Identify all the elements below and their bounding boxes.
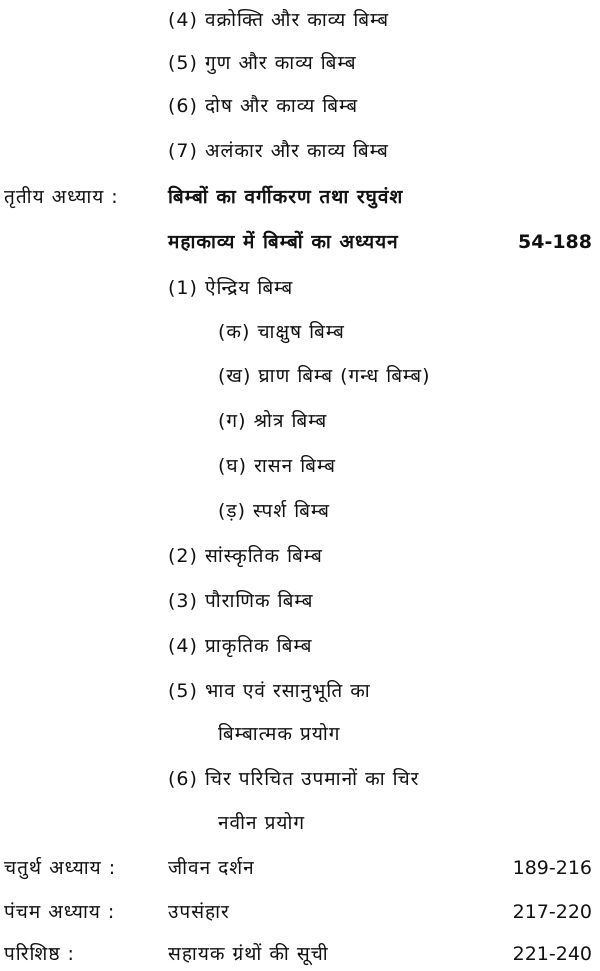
item-text: गुण और काव्य बिम्ब [204,52,357,74]
toc-item [168,6,389,34]
toc-item [168,587,313,615]
item-number: (7) [168,140,198,162]
chapter-title: जीवन दर्शन [168,857,255,879]
item-number: (ख) [218,365,252,387]
toc-item-continuation: बिम्बात्मक प्रयोग [218,723,341,745]
item-text: ऐन्द्रिय बिम्ब [204,277,294,299]
toc-item [168,92,358,120]
item-text: अलंकार और काव्य बिम्ब [204,140,389,162]
chapter-pages: 217-220 [512,901,592,923]
toc-subitem [218,407,327,435]
appendix-title: सहायक ग्रंथों की सूची [168,943,329,965]
toc-item [168,49,357,77]
chapter-title: उपसंहार [168,901,230,923]
toc-item [168,137,389,165]
item-text: स्पर्श बिम्ब [253,500,330,522]
chapter-title-line2: महाकाव्य में बिम्बों का अध्ययन [168,231,399,253]
toc-item [168,677,371,705]
chapter-label: पंचम अध्याय : [4,901,116,923]
item-number: (5) [168,52,198,74]
item-number: (1) [168,277,198,299]
item-number: (ग) [218,410,247,432]
item-text: श्रोत्र बिम्ब [253,410,328,432]
toc-item-continuation: नवीन प्रयोग [218,812,306,834]
chapter-pages: 54-188 [518,231,592,253]
item-number: (क) [218,321,251,343]
chapter-label: तृतीय अध्याय : [4,186,119,208]
item-number: (4) [168,635,198,657]
toc-item [168,542,323,570]
item-text: चिर परिचित उपमानों का चिर [204,768,420,790]
toc-subitem [218,318,345,346]
item-number: (5) [168,680,198,702]
item-number: (ड़) [218,500,246,522]
item-number: (6) [168,768,198,790]
item-text: सांस्कृतिक बिम्ब [204,545,323,567]
toc-item [168,765,419,793]
item-number: (3) [168,590,198,612]
item-number: (4) [168,9,198,31]
chapter-pages: 189-216 [512,857,592,879]
toc-item [168,632,312,660]
item-number: (6) [168,95,198,117]
appendix-label: परिशिष्ठ : [4,943,75,965]
item-text: वक्रोक्ति और काव्य बिम्ब [204,9,390,31]
toc-subitem [218,497,330,525]
item-text: चाक्षुष बिम्ब [257,321,345,343]
item-text: दोष और काव्य बिम्ब [204,95,359,117]
item-number: (2) [168,545,198,567]
chapter-label: चतुर्थ अध्याय : [4,857,117,879]
item-text: भाव एवं रसानुभूति का [204,680,371,702]
chapter-title-line1: बिम्बों का वर्गीकरण तथा रघुवंश [168,186,404,208]
item-text: रासन बिम्ब [254,455,337,477]
item-text: प्राकृतिक बिम्ब [204,635,313,657]
toc-item [168,274,293,302]
toc-subitem [218,362,431,390]
item-number: (घ) [218,455,248,477]
item-text: पौराणिक बिम्ब [204,590,314,612]
item-text: घ्राण बिम्ब (गन्ध बिम्ब) [258,365,431,387]
appendix-pages: 221-240 [512,943,592,965]
toc-subitem [218,452,336,480]
